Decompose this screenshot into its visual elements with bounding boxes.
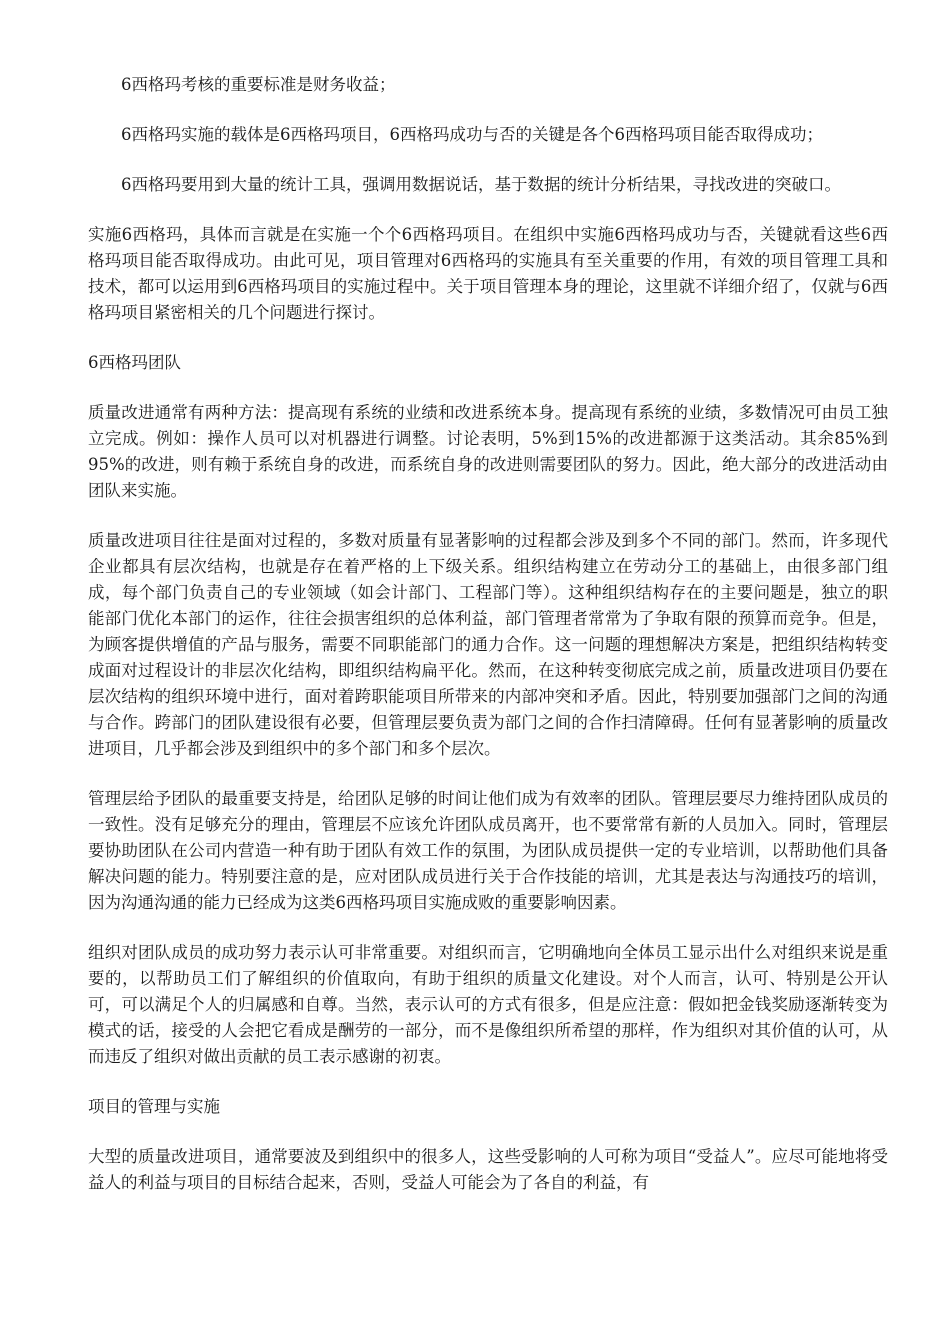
paragraph-cross-department: 质量改进项目往往是面对过程的，多数对质量有显著影响的过程都会涉及到多个不同的部门。然而，许多现代企业都具有层次结构，也就是存在着严格的上下级关系。组织结构建立在劳动分工的基础上，由很多部门组成，每个部门负责自己的专业领域（如会计部门、工程部门等）。这种组织结构存在的主要问题是，独立的职能部门优化本部门的运作，往往会损害组织的总体利益，部门管理者常常为了争取有限的预算而竞争。但是，为顾客提供增值的产品与服务，需要不同职能部门的通力合作。这一问题的理想解决方案是，把组织结构转变成面对过程设计的非层次化结构，即组织结构扁平化。然而，在这种转变彻底完成之前，质量改进项目仍要在层次结构的组织环境中进行，面对着跨职能项目所带来的内部冲突和矛盾。因此，特别要加强部门之间的沟通与合作。跨部门的团队建设很有必要，但管理层要负责为部门之间的合作扫清障碍。任何有显著影响的质量改进项目，几乎都会涉及到组织中的多个部门和多个层次。 — [88, 531, 888, 758]
document-page — [88, 72, 888, 1220]
paragraph-implementation: 实施6西格玛，具体而言就是在实施一个个6西格玛项目。在组织中实施6西格玛成功与否，关键就看这些6西格玛项目能否取得成功。由此可见，项目管理对6西格玛的实施具有至关重要的作用，有效的项目管理工具和技术，都可以运用到6西格玛项目的实施过程中。关于项目管理本身的理论，这里就不详细介绍了，仅就与6西格玛项目紧密相关的几个问题进行探讨。 — [88, 225, 888, 322]
section-heading-team: 6西格玛团队 — [88, 353, 181, 372]
paragraph-financial-criterion: 6西格玛考核的重要标准是财务收益； — [121, 75, 396, 94]
paragraph-quality-improvement-methods: 质量改进通常有两种方法：提高现有系统的业绩和改进系统本身。提高现有系统的业绩，多数情况可由员工独立完成。例如：操作人员可以对机器进行调整。讨论表明，5%到15%的改进都源于这类活动。其余85%到95%的改进，则有赖于系统自身的改进，而系统自身的改进则需要团队的努力。因此，绝大部分的改进活动由团队来实施。 — [88, 403, 888, 500]
paragraph-recognition: 组织对团队成员的成功努力表示认可非常重要。对组织而言，它明确地向全体员工显示出什么对组织来说是重要的，以帮助员工们了解组织的价值取向，有助于组织的质量文化建设。对个人而言，认可、特别是公开认可，可以满足个人的归属感和自尊。当然，表示认可的方式有很多，但是应注意：假如把金钱奖励逐渐转变为模式的话，接受的人会把它看成是酬劳的一部分，而不是像组织所希望的那样，作为组织对其价值的认可，从而违反了组织对做出贡献的员工表示感谢的初衷。 — [88, 943, 888, 1066]
section-heading-project-management: 项目的管理与实施 — [88, 1097, 220, 1116]
paragraph-statistical-tools: 6西格玛要用到大量的统计工具，强调用数据说话，基于数据的统计分析结果，寻找改进的突破口。 — [121, 175, 841, 194]
paragraph-management-support: 管理层给予团队的最重要支持是，给团队足够的时间让他们成为有效率的团队。管理层要尽力维持团队成员的一致性。没有足够充分的理由，管理层不应该允许团队成员离开，也不要常常有新的人员加入。同时，管理层要协助团队在公司内营造一种有助于团队有效工作的氛围，为团队成员提供一定的专业培训，以帮助他们具备解决问题的能力。特别要注意的是，应对团队成员进行关于合作技能的培训，尤其是表达与沟通技巧的培训，因为沟通沟通的能力已经成为这类6西格玛项目实施成败的重要影响因素。 — [88, 789, 888, 912]
paragraph-project-carrier: 6西格玛实施的载体是6西格玛项目，6西格玛成功与否的关键是各个6西格玛项目能否取得成功； — [121, 125, 823, 144]
paragraph-stakeholders: 大型的质量改进项目，通常要波及到组织中的很多人，这些受影响的人可称为项目“受益人”。应尽可能地将受益人的利益与项目的目标结合起来，否则，受益人可能会为了各自的利益，有 — [88, 1147, 888, 1192]
